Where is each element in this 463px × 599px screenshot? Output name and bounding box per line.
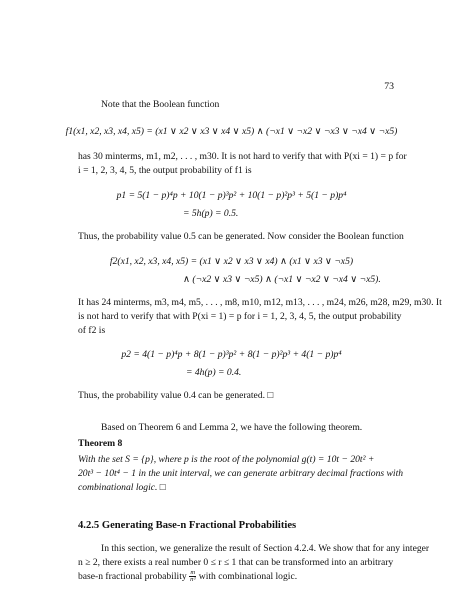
theorem-line3: combinational logic. □ bbox=[78, 482, 166, 493]
equation-p1-line2: = 5h(p) = 0.5. bbox=[183, 208, 239, 219]
equation-f1: f1(x1, x2, x3, x4, x5) = (x1 ∨ x2 ∨ x3 ∨ x4 ∨ x5) ∧ (¬x1 ∨ ¬x2 ∨ ¬x3 ∨ ¬x4 ∨ ¬x5) bbox=[65, 126, 398, 137]
paragraph-theorem-intro: Based on Theorem 6 and Lemma 2, we have the following theorem. bbox=[101, 422, 363, 433]
section-heading: 4.2.5 Generating Base-n Fractional Probabilities bbox=[78, 520, 297, 531]
paragraph-f2-line1: It has 24 minterms, m3, m4, m5, . . . , m8, m10, m12, m13, . . . , m24, m26, m28, m29, m30. It bbox=[78, 297, 442, 308]
equation-f2-line2: ∧ (¬x2 ∨ x3 ∨ ¬x5) ∧ (¬x1 ∨ ¬x2 ∨ ¬x4 ∨ ¬x5). bbox=[183, 274, 381, 285]
equation-p1-line1: p1 = 5(1 − p)⁴p + 10(1 − p)³p² + 10(1 − p)²p³ + 5(1 − p)p⁴ bbox=[116, 190, 347, 201]
equation-p2-line1: p2 = 4(1 − p)⁴p + 8(1 − p)³p² + 8(1 − p)²p³ + 4(1 − p)p⁴ bbox=[121, 349, 342, 360]
page-number: 73 bbox=[384, 81, 394, 92]
paragraph-section-line2: n ≥ 2, there exists a real number 0 ≤ r ≤ 1 that can be transformed into an arbitrary bbox=[78, 557, 394, 568]
fraction-denominator: nᵈ bbox=[190, 576, 196, 584]
equation-p2-line2: = 4h(p) = 0.4. bbox=[186, 367, 242, 378]
theorem-line1: With the set S = {p}, where p is the root of the polynomial g(t) = 10t − 20t² + bbox=[78, 454, 375, 465]
paragraph-minterms-line1: has 30 minterms, m1, m2, . . . , m30. It is not hard to verify that with P(xi = 1) = p for bbox=[78, 151, 407, 162]
theorem-line2: 20t³ − 10t⁴ − 1 in the unit interval, we can generate arbitrary decimal fractions with bbox=[78, 468, 404, 479]
paragraph-section-line1: In this section, we generalize the result of Section 4.2.4. We show that for any integer bbox=[101, 543, 430, 554]
paragraph-value-05: Thus, the probability value 0.5 can be generated. Now consider the Boolean function bbox=[78, 231, 404, 242]
paragraph-f2-line3: of f2 is bbox=[78, 325, 106, 336]
equation-f2-line1: f2(x1, x2, x3, x4, x5) = (x1 ∨ x2 ∨ x3 ∨ x4) ∧ (x1 ∨ x3 ∨ ¬x5) bbox=[109, 256, 354, 267]
paragraph-value-04: Thus, the probability value 0.4 can be generated. □ bbox=[78, 390, 274, 401]
fraction-m-over-n-d bbox=[189, 570, 196, 583]
paragraph-f2-line2: is not hard to verify that with P(xi = 1) = p for i = 1, 2, 3, 4, 5, the output probability bbox=[78, 311, 402, 322]
paragraph-section-line3 bbox=[78, 570, 297, 583]
paragraph-intro: Note that the Boolean function bbox=[101, 99, 220, 110]
paragraph-minterms-line2: i = 1, 2, 3, 4, 5, the output probability of f1 is bbox=[78, 165, 252, 176]
theorem-title: Theorem 8 bbox=[78, 438, 123, 449]
fraction-numerator: m bbox=[190, 569, 196, 577]
paragraph-section-tail: with combinational logic. bbox=[198, 571, 298, 582]
paragraph-section-text: base-n fractional probability bbox=[78, 571, 187, 582]
